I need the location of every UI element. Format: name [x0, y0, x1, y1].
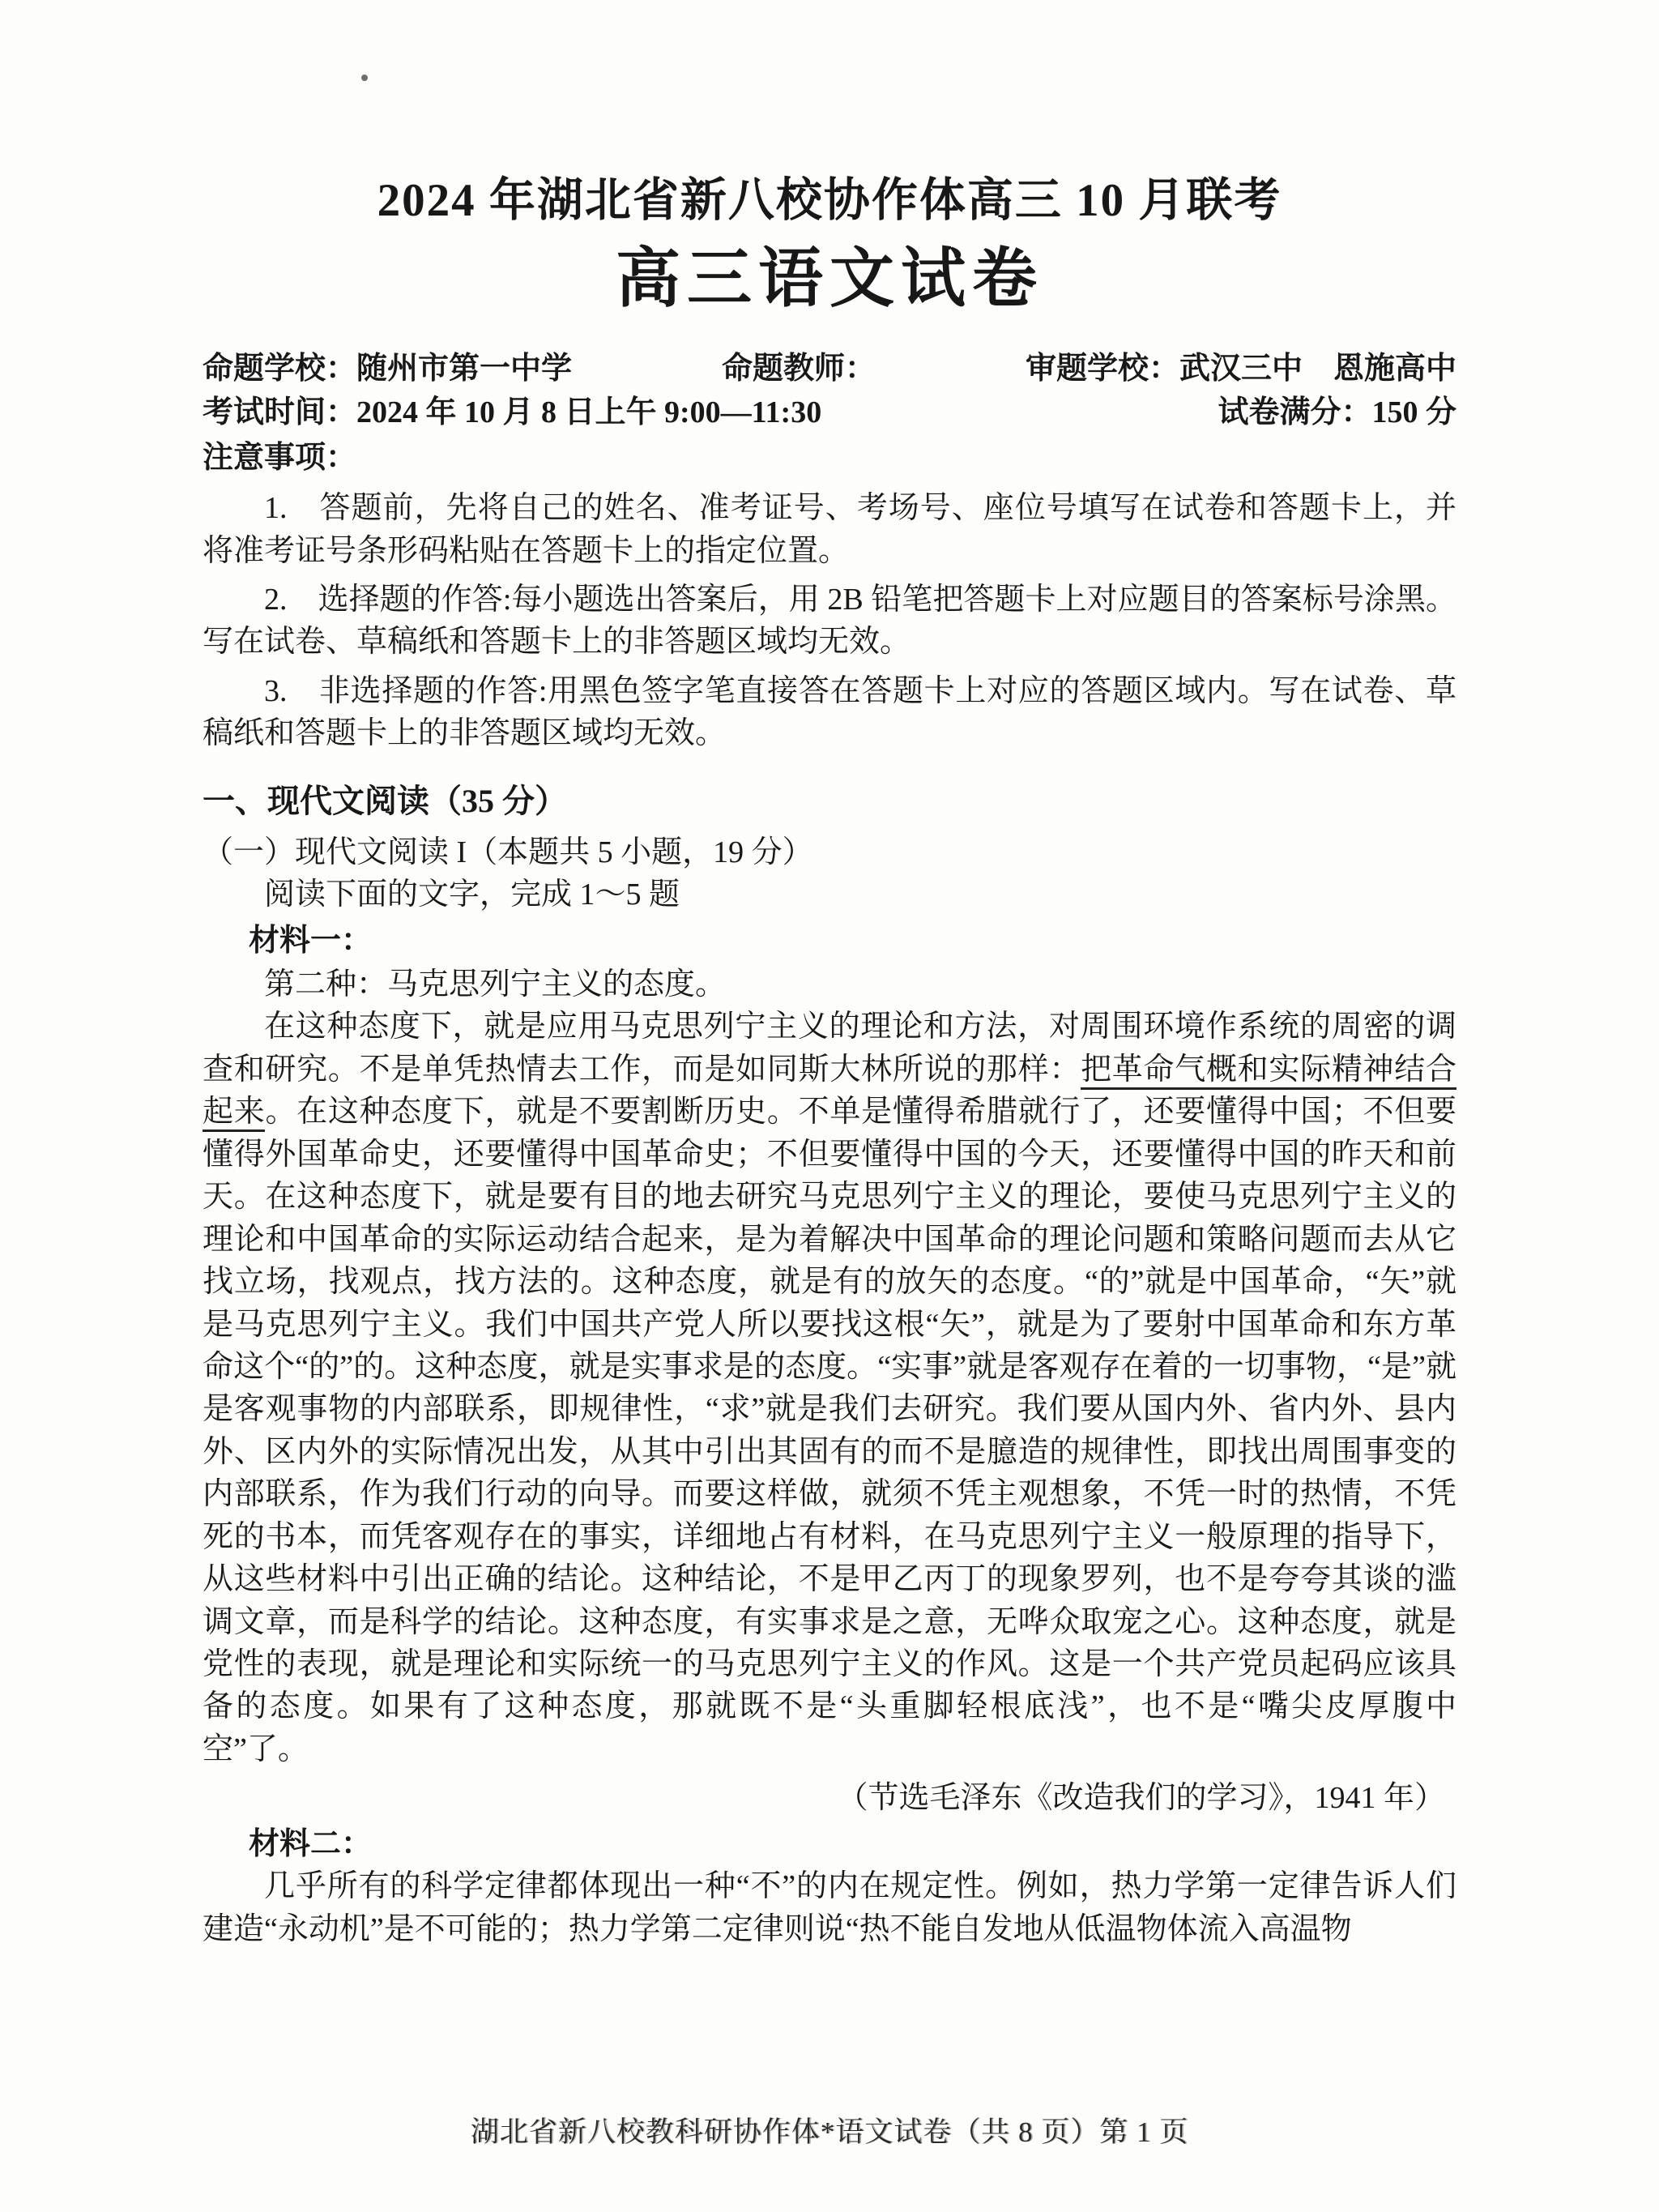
material-1-attribution: （节选毛泽东《改造我们的学习》，1941 年）	[837, 1781, 1445, 1816]
material-2-label: 材料二：	[249, 1826, 373, 1861]
notice-item-1: 1. 答题前，先将自己的姓名、准考证号、考场号、座位号填写在试卷和答题卡上，并将准考证号条形码粘贴在答题卡上的指定位置。	[203, 491, 1456, 568]
material-1-body	[203, 1006, 1456, 1770]
page-footer: 湖北省新八校教科研协作体*语文试卷（共 8 页）第 1 页	[470, 2116, 1189, 2148]
material-1-underlined-phrase: 把革命气概和实际精神结合起来	[203, 1053, 1456, 1132]
material-1-text-post: 。在这种态度下，就是不要割断历史。不单是懂得希腊就行了，还要懂得中国；不但要懂得外国革命史，还要懂得中国革命史；不但要懂得中国的今天，还要懂得中国的昨天和前天。在这种态度下，就是要有目的地去研究马克思列宁主义的理论，要使马克思列宁主义的理论和中国革命的实际运动结合起来，是为着解决中国革命的理论问题和策略问题而去从它找立场，找观点，找方法的。这种态度，就是有的放矢的态度。“的”就是中国革命，“矢”就是马克思列宁主义。我们中国共产党人所以要找这根“矢”，就是为了要射中国革命和东方革命这个“的”的。这种态度，就是实事求是的态度。“实事”就是客观存在着的一切事物，“是”就是客观事物的内部联系，即规律性，“求”就是我们去研究。我们要从国内外、省内外、县内外、区内外的实际情况出发，从其中引出其固有的而不是臆造的规律性，即找出周围事变的内部联系，作为我们行动的向导。而要这样做，就须不凭主观想象，不凭一时的热情，不凭死的书本，而凭客观存在的事实，详细地占有材料，在马克思列宁主义一般原理的指导下，从这些材料中引出正确的结论。这种结论，不是甲乙丙丁的现象罗列，也不是夸夸其谈的滥调文章，而是科学的结论。这种态度，有实事求是之意，无哗众取宠之心。这种态度，就是党性的表现，就是理论和实际统一的马克思列宁主义的作风。这是一个共产党员起码应该具备的态度。如果有了这种态度，那就既不是“头重脚轻根底浅”，也不是“嘴尖皮厚腹中空”了。	[203, 1095, 1456, 1766]
exam-time-label: 考试时间：2024 年 10 月 8 日上午 9:00—11:30	[203, 395, 822, 430]
notice-item-2: 2. 选择题的作答:每小题选出答案后，用 2B 铅笔把答题卡上对应题目的答案标号涂黑。写在试卷、草稿纸和答题卡上的非答题区域均无效。	[203, 582, 1456, 660]
section-1-heading: 一、现代文阅读（35 分）	[203, 782, 567, 819]
notice-item-3: 3. 非选择题的作答:用黑色签字笔直接答在答题卡上对应的答题区域内。写在试卷、草稿纸和答题卡上的非答题区域均无效。	[203, 673, 1456, 751]
review-school-label: 审题学校：武汉三中 恩施高中	[1025, 352, 1456, 386]
full-score-label: 试卷满分：150 分	[1218, 395, 1456, 430]
exam-info-block	[203, 348, 1456, 480]
reading-instruction: 阅读下面的文字，完成 1～5 题	[264, 878, 680, 912]
material-1-intro: 第二种：马克思列宁主义的态度。	[264, 967, 727, 1002]
setter-teacher-label: 命题教师：	[721, 352, 876, 386]
material-2-body: 几乎所有的科学定律都体现出一种“不”的内在规定性。例如，热力学第一定律告诉人们建造“永动机”是不可能的；热力学第二定律则说“热不能自发地从低温物体流入高温物	[203, 1869, 1456, 1946]
material-1-text-pre: 在这种态度下，就是应用马克思列宁主义的理论和方法，对周围环境作系统的周密的调查和研究。不是单凭热情去工作，而是如同斯大林所说的那样：	[203, 1010, 1456, 1087]
exam-info-row-1	[203, 348, 1456, 391]
material-1-label: 材料一：	[249, 923, 373, 958]
setter-school-label: 命题学校：随州市第一中学	[203, 352, 573, 386]
paper-subtitle: 高三语文试卷	[616, 244, 1043, 316]
scan-artifact-dot	[361, 75, 368, 81]
notice-title: 注意事项：	[203, 441, 357, 476]
exam-title: 2024 年湖北省新八校协作体高三 10 月联考	[377, 175, 1282, 226]
exam-info-row-2	[203, 391, 1456, 435]
section-1-subheading: （一）现代文阅读 I（本题共 5 小题，19 分）	[203, 835, 813, 869]
